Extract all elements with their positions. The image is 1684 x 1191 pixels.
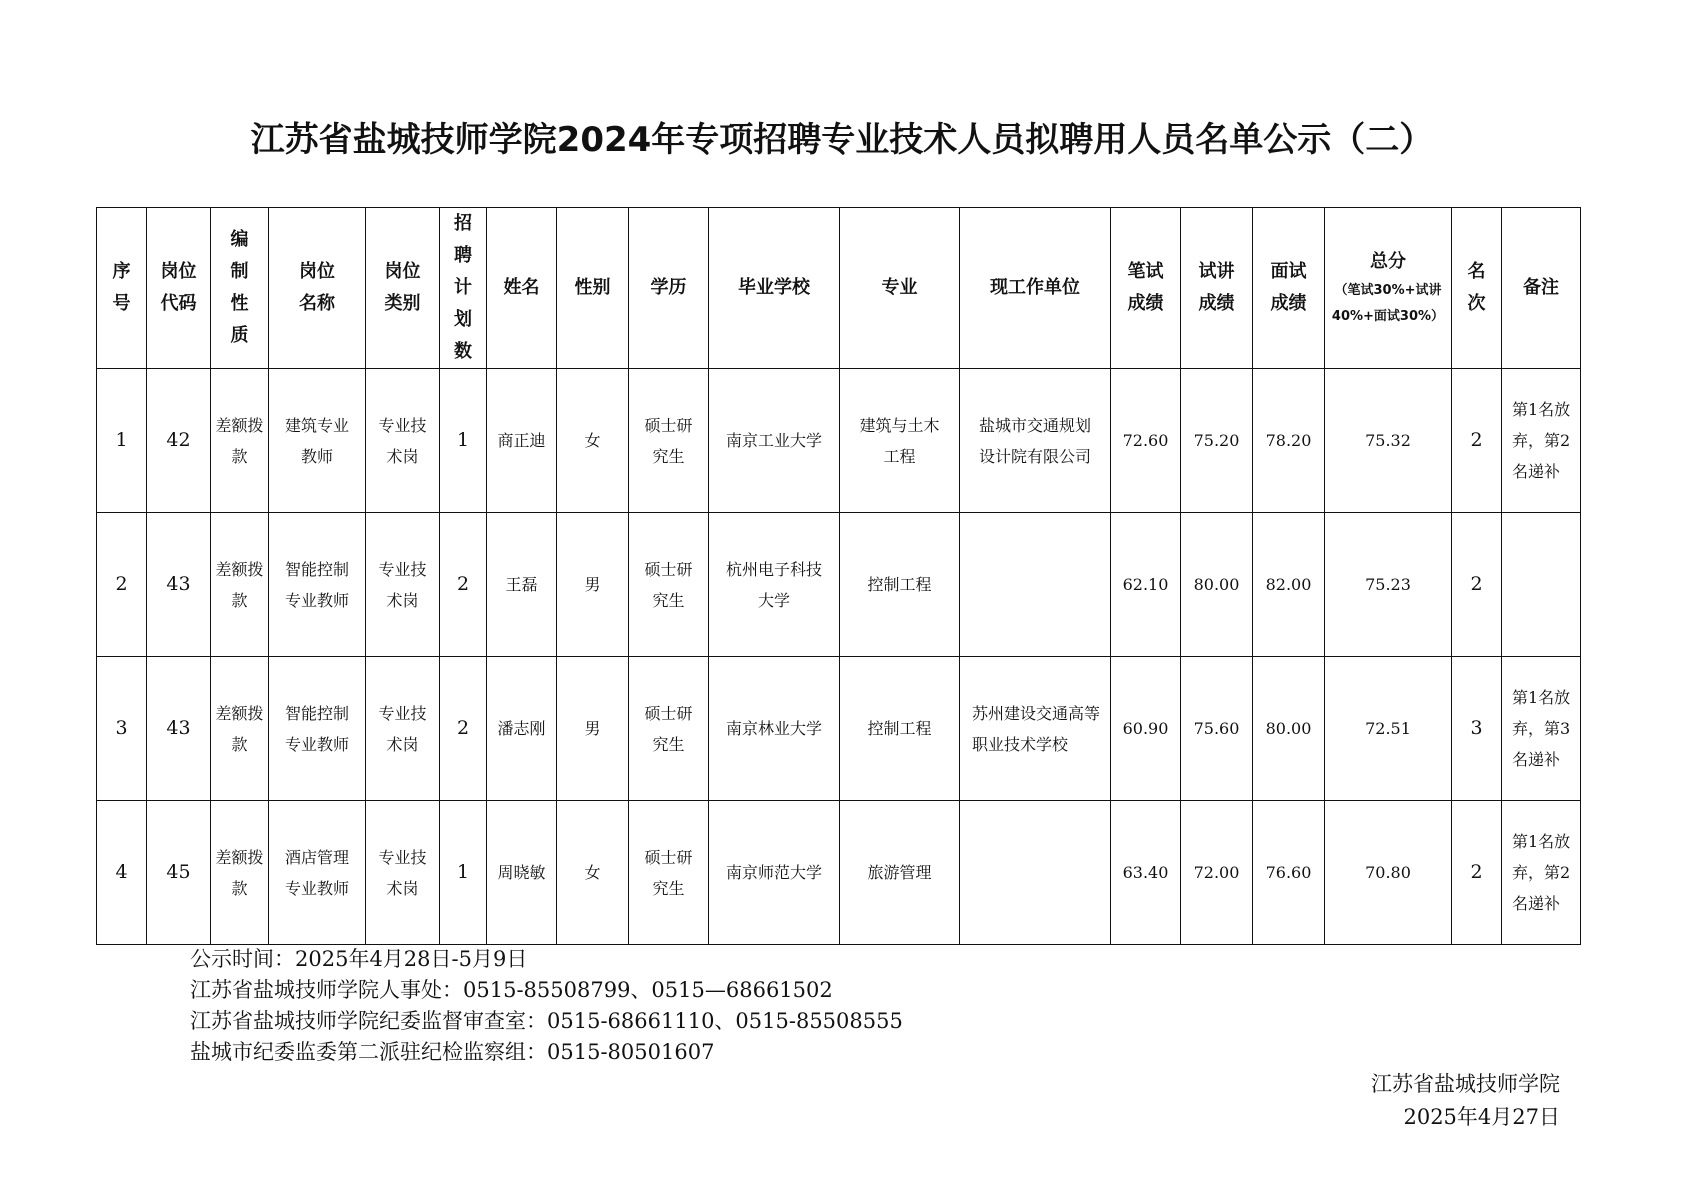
- header-seq: 序号: [97, 208, 147, 369]
- cell-major: 控制工程: [840, 657, 960, 801]
- header-lecture-score: 试讲成绩: [1181, 208, 1253, 369]
- cell-current-employer: [960, 801, 1111, 945]
- cell-remarks: [1502, 513, 1581, 657]
- cell-lecture-score: 80.00: [1181, 513, 1253, 657]
- cell-interview-score: 82.00: [1253, 513, 1325, 657]
- header-total-formula: （笔试30%+试讲40%+面试30%）: [1331, 283, 1445, 324]
- header-post-code: 岗位代码: [147, 208, 211, 369]
- cell-seq: 2: [97, 513, 147, 657]
- cell-seq: 4: [97, 801, 147, 945]
- cell-staffing-type: 差额拨款: [211, 513, 269, 657]
- cell-current-employer: [960, 513, 1111, 657]
- cell-remarks: 第1名放弃，第2名递补: [1502, 801, 1581, 945]
- cell-school: 南京工业大学: [709, 369, 840, 513]
- cell-written-score: 72.60: [1111, 369, 1181, 513]
- header-total: [1325, 208, 1452, 369]
- cell-name: 商正迪: [487, 369, 557, 513]
- header-interview-score: 面试成绩: [1253, 208, 1325, 369]
- notice-discipline-office: 江苏省盐城技师学院纪委监督审查室：0515-68661110、0515-85508555: [190, 1009, 903, 1033]
- header-remarks: 备注: [1502, 208, 1581, 369]
- header-plan-count: 招聘计划数: [440, 208, 487, 369]
- cell-seq: 1: [97, 369, 147, 513]
- cell-gender: 男: [557, 657, 629, 801]
- cell-major: 旅游管理: [840, 801, 960, 945]
- header-education: 学历: [629, 208, 709, 369]
- cell-written-score: 63.40: [1111, 801, 1181, 945]
- cell-lecture-score: 72.00: [1181, 801, 1253, 945]
- notice-city-inspection: 盐城市纪委监委第二派驻纪检监察组：0515-80501607: [190, 1040, 715, 1064]
- header-rank: 名次: [1452, 208, 1502, 369]
- cell-major: 控制工程: [840, 513, 960, 657]
- header-total-label: 总分: [1370, 251, 1406, 272]
- cell-plan-count: 1: [440, 369, 487, 513]
- header-school: 毕业学校: [709, 208, 840, 369]
- cell-plan-count: 1: [440, 801, 487, 945]
- cell-written-score: 62.10: [1111, 513, 1181, 657]
- cell-staffing-type: 差额拨款: [211, 801, 269, 945]
- cell-rank: 2: [1452, 513, 1502, 657]
- cell-post-name: 建筑专业教师: [269, 369, 366, 513]
- table-row: [97, 657, 1581, 801]
- header-post-category: 岗位类别: [366, 208, 440, 369]
- cell-post-name: 酒店管理专业教师: [269, 801, 366, 945]
- cell-plan-count: 2: [440, 657, 487, 801]
- cell-plan-count: 2: [440, 513, 487, 657]
- cell-education: 硕士研究生: [629, 513, 709, 657]
- cell-gender: 女: [557, 369, 629, 513]
- cell-post-category: 专业技术岗: [366, 801, 440, 945]
- cell-interview-score: 76.60: [1253, 801, 1325, 945]
- cell-post-name: 智能控制专业教师: [269, 513, 366, 657]
- cell-written-score: 60.90: [1111, 657, 1181, 801]
- cell-current-employer: 盐城市交通规划设计院有限公司: [960, 369, 1111, 513]
- cell-current-employer: 苏州建设交通高等职业技术学校: [960, 657, 1111, 801]
- cell-education: 硕士研究生: [629, 657, 709, 801]
- cell-rank: 3: [1452, 657, 1502, 801]
- cell-post-category: 专业技术岗: [366, 657, 440, 801]
- cell-rank: 2: [1452, 369, 1502, 513]
- cell-post-code: 43: [147, 513, 211, 657]
- cell-major: 建筑与土木工程: [840, 369, 960, 513]
- cell-total: 75.23: [1325, 513, 1452, 657]
- cell-post-category: 专业技术岗: [366, 513, 440, 657]
- candidate-table: [96, 207, 1581, 945]
- table-row: [97, 369, 1581, 513]
- cell-interview-score: 78.20: [1253, 369, 1325, 513]
- cell-rank: 2: [1452, 801, 1502, 945]
- cell-staffing-type: 差额拨款: [211, 369, 269, 513]
- cell-post-code: 42: [147, 369, 211, 513]
- header-written-score: 笔试成绩: [1111, 208, 1181, 369]
- notice-hr-office: 江苏省盐城技师学院人事处：0515-85508799、0515—68661502: [190, 978, 833, 1002]
- cell-remarks: 第1名放弃，第2名递补: [1502, 369, 1581, 513]
- cell-school: 南京林业大学: [709, 657, 840, 801]
- cell-remarks: 第1名放弃，第3名递补: [1502, 657, 1581, 801]
- cell-post-code: 43: [147, 657, 211, 801]
- cell-total: 72.51: [1325, 657, 1452, 801]
- cell-name: 潘志刚: [487, 657, 557, 801]
- cell-staffing-type: 差额拨款: [211, 657, 269, 801]
- signature-date: 2025年4月27日: [1403, 1105, 1560, 1129]
- cell-gender: 男: [557, 513, 629, 657]
- signature-org: 江苏省盐城技师学院: [1371, 1072, 1560, 1096]
- header-major: 专业: [840, 208, 960, 369]
- cell-post-code: 45: [147, 801, 211, 945]
- cell-gender: 女: [557, 801, 629, 945]
- table-row: [97, 513, 1581, 657]
- cell-lecture-score: 75.20: [1181, 369, 1253, 513]
- header-row: [97, 208, 1581, 369]
- cell-interview-score: 80.00: [1253, 657, 1325, 801]
- cell-total: 70.80: [1325, 801, 1452, 945]
- cell-education: 硕士研究生: [629, 369, 709, 513]
- table-row: [97, 801, 1581, 945]
- notice-period: 公示时间：2025年4月28日-5月9日: [190, 947, 528, 971]
- header-post-name: 岗位名称: [269, 208, 366, 369]
- cell-school: 杭州电子科技大学: [709, 513, 840, 657]
- signature-block: [1371, 1068, 1560, 1134]
- cell-total: 75.32: [1325, 369, 1452, 513]
- cell-lecture-score: 75.60: [1181, 657, 1253, 801]
- document-title: 江苏省盐城技师学院2024年专项招聘专业技术人员拟聘用人员名单公示（二）: [250, 120, 1434, 160]
- cell-post-category: 专业技术岗: [366, 369, 440, 513]
- cell-post-name: 智能控制专业教师: [269, 657, 366, 801]
- cell-education: 硕士研究生: [629, 801, 709, 945]
- cell-name: 周晓敏: [487, 801, 557, 945]
- notice-block: [190, 944, 903, 1068]
- cell-seq: 3: [97, 657, 147, 801]
- cell-name: 王磊: [487, 513, 557, 657]
- header-gender: 性别: [557, 208, 629, 369]
- header-current-employer: 现工作单位: [960, 208, 1111, 369]
- header-name: 姓名: [487, 208, 557, 369]
- header-staffing-type: 编制性质: [211, 208, 269, 369]
- cell-school: 南京师范大学: [709, 801, 840, 945]
